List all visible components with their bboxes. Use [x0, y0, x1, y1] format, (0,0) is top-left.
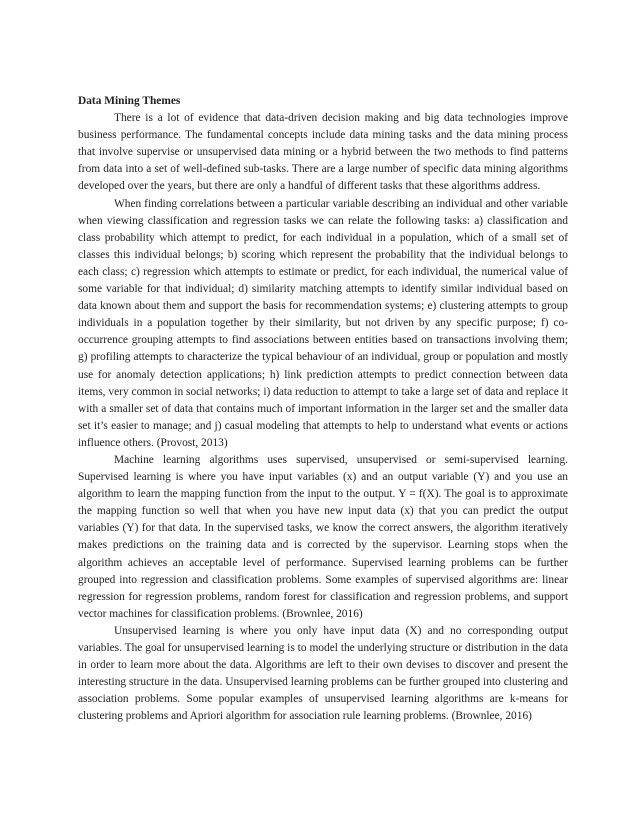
section-heading: Data Mining Themes — [78, 95, 181, 107]
paragraph-data-mining-overview: There is a lot of evidence that data-driven decision making and big data technologies improve business performance. The fundamental concepts include data mining tasks and the data mining process that involve supervise or unsupervised data mining or a hybrid between the two methods to find patterns from data into a set of well-defined sub-tasks. There are a large number of specific data mining algorithms developed over the years, but there are only a handful of different tasks that these algorithms address. — [78, 112, 568, 193]
paragraph-supervised-learning: Machine learning algorithms uses supervised, unsupervised or semi-supervised learning. Supervised learning is where you have input variables (x) and an output variable (Y) and you use an algorithm to learn the mapping function from the input to the output. Y = f(X). The goal is to approximate the mapping function so well that when you have new input data (x) that you can predict the output variables (Y) for that data. In the supervised tasks, we know the correct answers, the algorithm iteratively makes predictions on the training data and is corrected by the supervisor. Learning stops when the algorithm achieves an acceptable level of performance. Supervised learning problems can be further grouped into regression and classification problems. Some examples of supervised algorithms are: linear regression for regression problems, random forest for classification and regression problems, and support vector machines for classification problems. (Brownlee, 2016) — [78, 453, 568, 620]
paragraph-unsupervised-learning: Unsupervised learning is where you only have input data (X) and no corresponding output variables. The goal for unsupervised learning is to model the underlying structure or distribution in the data in order to learn more about the data. Algorithms are left to their own devises to discover and present the interesting structure in the data. Unsupervised learning problems can be further grouped into clustering and association problems. Some popular examples of unsupervised learning algorithms are k-means for clustering problems and Apriori algorithm for association rule learning problems. (Brownlee, 2016) — [78, 624, 568, 723]
paragraph-data-mining-tasks: When finding correlations between a particular variable describing an individual and other variable when viewing classification and regression tasks we can relate the following tasks: a) classification and class probability which attempt to predict, for each individual in a population, which of a small set of classes this individual belongs; b) scoring which represent the probability that the individual belongs to each class; c) regression which attempts to estimate or predict, for each individual, the numerical value of some variable for that individual; d) similarity matching attempts to identify similar individual based on data known about them and support the basis for recommendation systems; e) clustering attempts to group individuals in a population together by their similarity, but not driven by any specific purpose; f) co-occurrence grouping attempts to find associations between entities based on transactions involving them; g) profiling attempts to characterize the typical behaviour of an individual, group or population and mostly use for anomaly detection applications; h) link prediction attempts to predict connection between data items, very common in social networks; i) data reduction to attempt to take a large set of data and replace it with a smaller set of data that contains much of important information in the larger set and the smaller data set it’s easier to manage; and j) casual modeling that attempts to help to understand what events or actions influence others. (Provost, 2013) — [78, 197, 568, 449]
document-page — [78, 93, 568, 725]
